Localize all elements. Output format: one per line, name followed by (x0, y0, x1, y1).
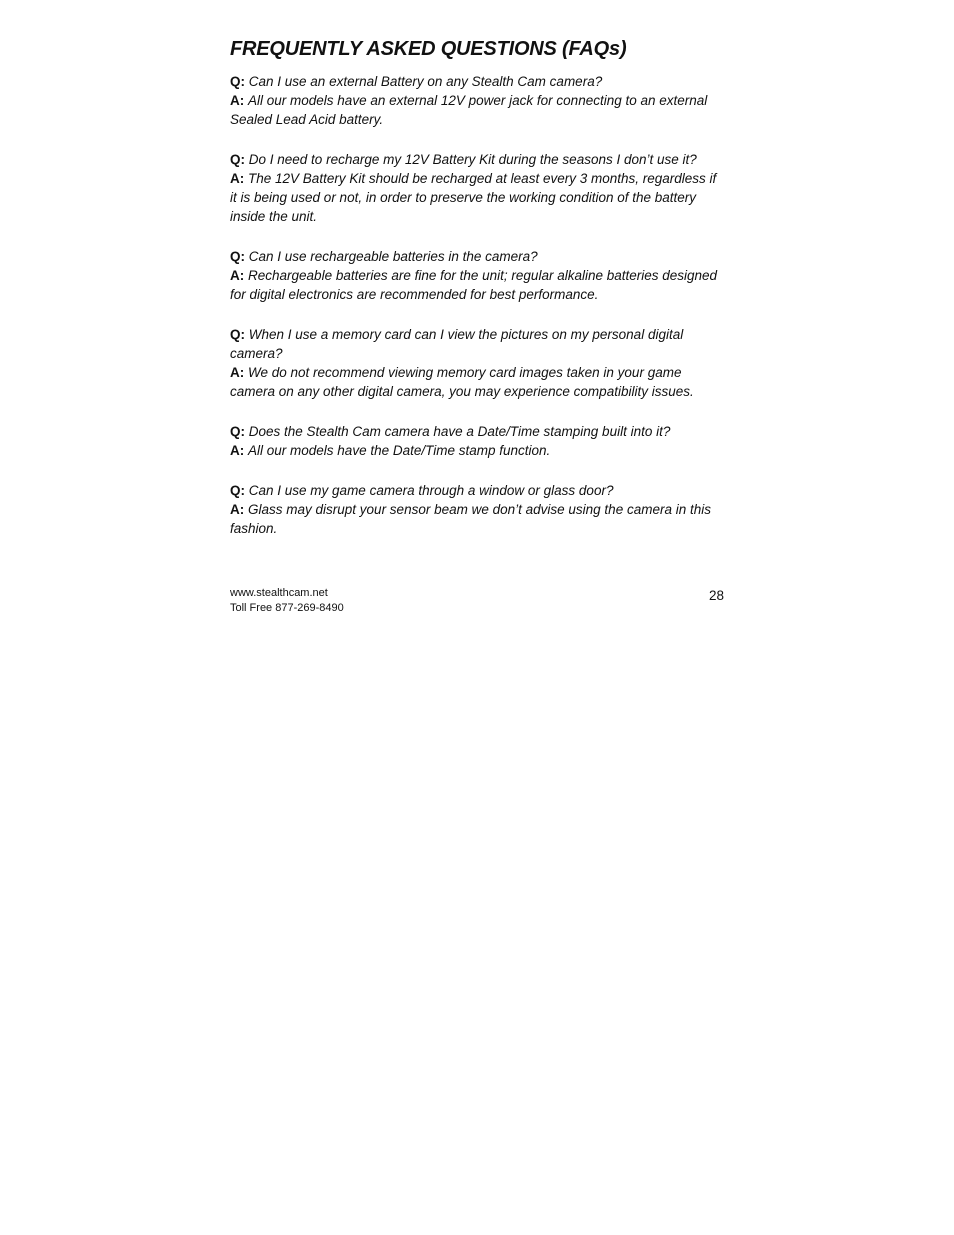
faq-item (230, 422, 724, 460)
faq-item (230, 72, 724, 129)
answer-label: A: (230, 443, 245, 458)
faq-question (230, 150, 724, 169)
question-text: Can I use an external Battery on any Stealth Cam camera? (248, 74, 603, 89)
page-number: 28 (708, 588, 724, 603)
answer-label: A: (230, 502, 245, 517)
question-text: When I use a memory card can I view the pictures on my personal digital camera? (230, 327, 684, 361)
question-label: Q: (230, 152, 245, 167)
footer-phone: Toll Free 877-269-8490 (230, 602, 344, 614)
faq-item (230, 150, 724, 226)
footer-website: www.stealthcam.net (230, 587, 328, 599)
answer-label: A: (230, 365, 245, 380)
question-label: Q: (230, 483, 245, 498)
faq-question (230, 247, 724, 266)
question-label: Q: (230, 74, 245, 89)
answer-text: The 12V Battery Kit should be recharged at least every 3 months, regardless if it is being used or not, in order to preserve the working condition of the battery inside the unit. (230, 171, 717, 224)
answer-label: A: (230, 93, 245, 108)
answer-text: Rechargeable batteries are fine for the unit; regular alkaline batteries designed for digital electronics are recommended for best performance. (230, 268, 718, 302)
document-page (230, 36, 724, 559)
faq-answer (230, 441, 724, 460)
answer-label: A: (230, 171, 245, 186)
answer-text: We do not recommend viewing memory card images taken in your game camera on any other digital camera, you may experience compatibility issues. (230, 365, 694, 399)
faq-answer (230, 363, 724, 401)
answer-text: All our models have the Date/Time stamp function. (248, 443, 551, 458)
faq-answer (230, 266, 724, 304)
faq-item (230, 247, 724, 304)
faq-question (230, 422, 724, 441)
faq-list (230, 72, 724, 538)
question-text: Does the Stealth Cam camera have a Date/Time stamping built into it? (248, 424, 671, 439)
faq-item (230, 481, 724, 538)
faq-answer (230, 91, 724, 129)
question-text: Can I use rechargeable batteries in the camera? (248, 249, 538, 264)
answer-text: Glass may disrupt your sensor beam we don’t advise using the camera in this fashion. (230, 502, 711, 536)
answer-text: All our models have an external 12V power jack for connecting to an external Sealed Lead Acid battery. (230, 93, 708, 127)
answer-label: A: (230, 268, 245, 283)
page-footer (230, 586, 724, 620)
faq-question (230, 325, 724, 363)
faq-answer (230, 169, 724, 226)
faq-question (230, 72, 724, 91)
faq-question (230, 481, 724, 500)
question-text: Can I use my game camera through a window or glass door? (248, 483, 614, 498)
question-label: Q: (230, 249, 245, 264)
question-label: Q: (230, 424, 245, 439)
page-title: FREQUENTLY ASKED QUESTIONS (FAQs) (230, 38, 627, 60)
faq-item (230, 325, 724, 401)
footer-contact (230, 586, 344, 616)
question-label: Q: (230, 327, 245, 342)
question-text: Do I need to recharge my 12V Battery Kit during the seasons I don’t use it? (248, 152, 697, 167)
faq-answer (230, 500, 724, 538)
